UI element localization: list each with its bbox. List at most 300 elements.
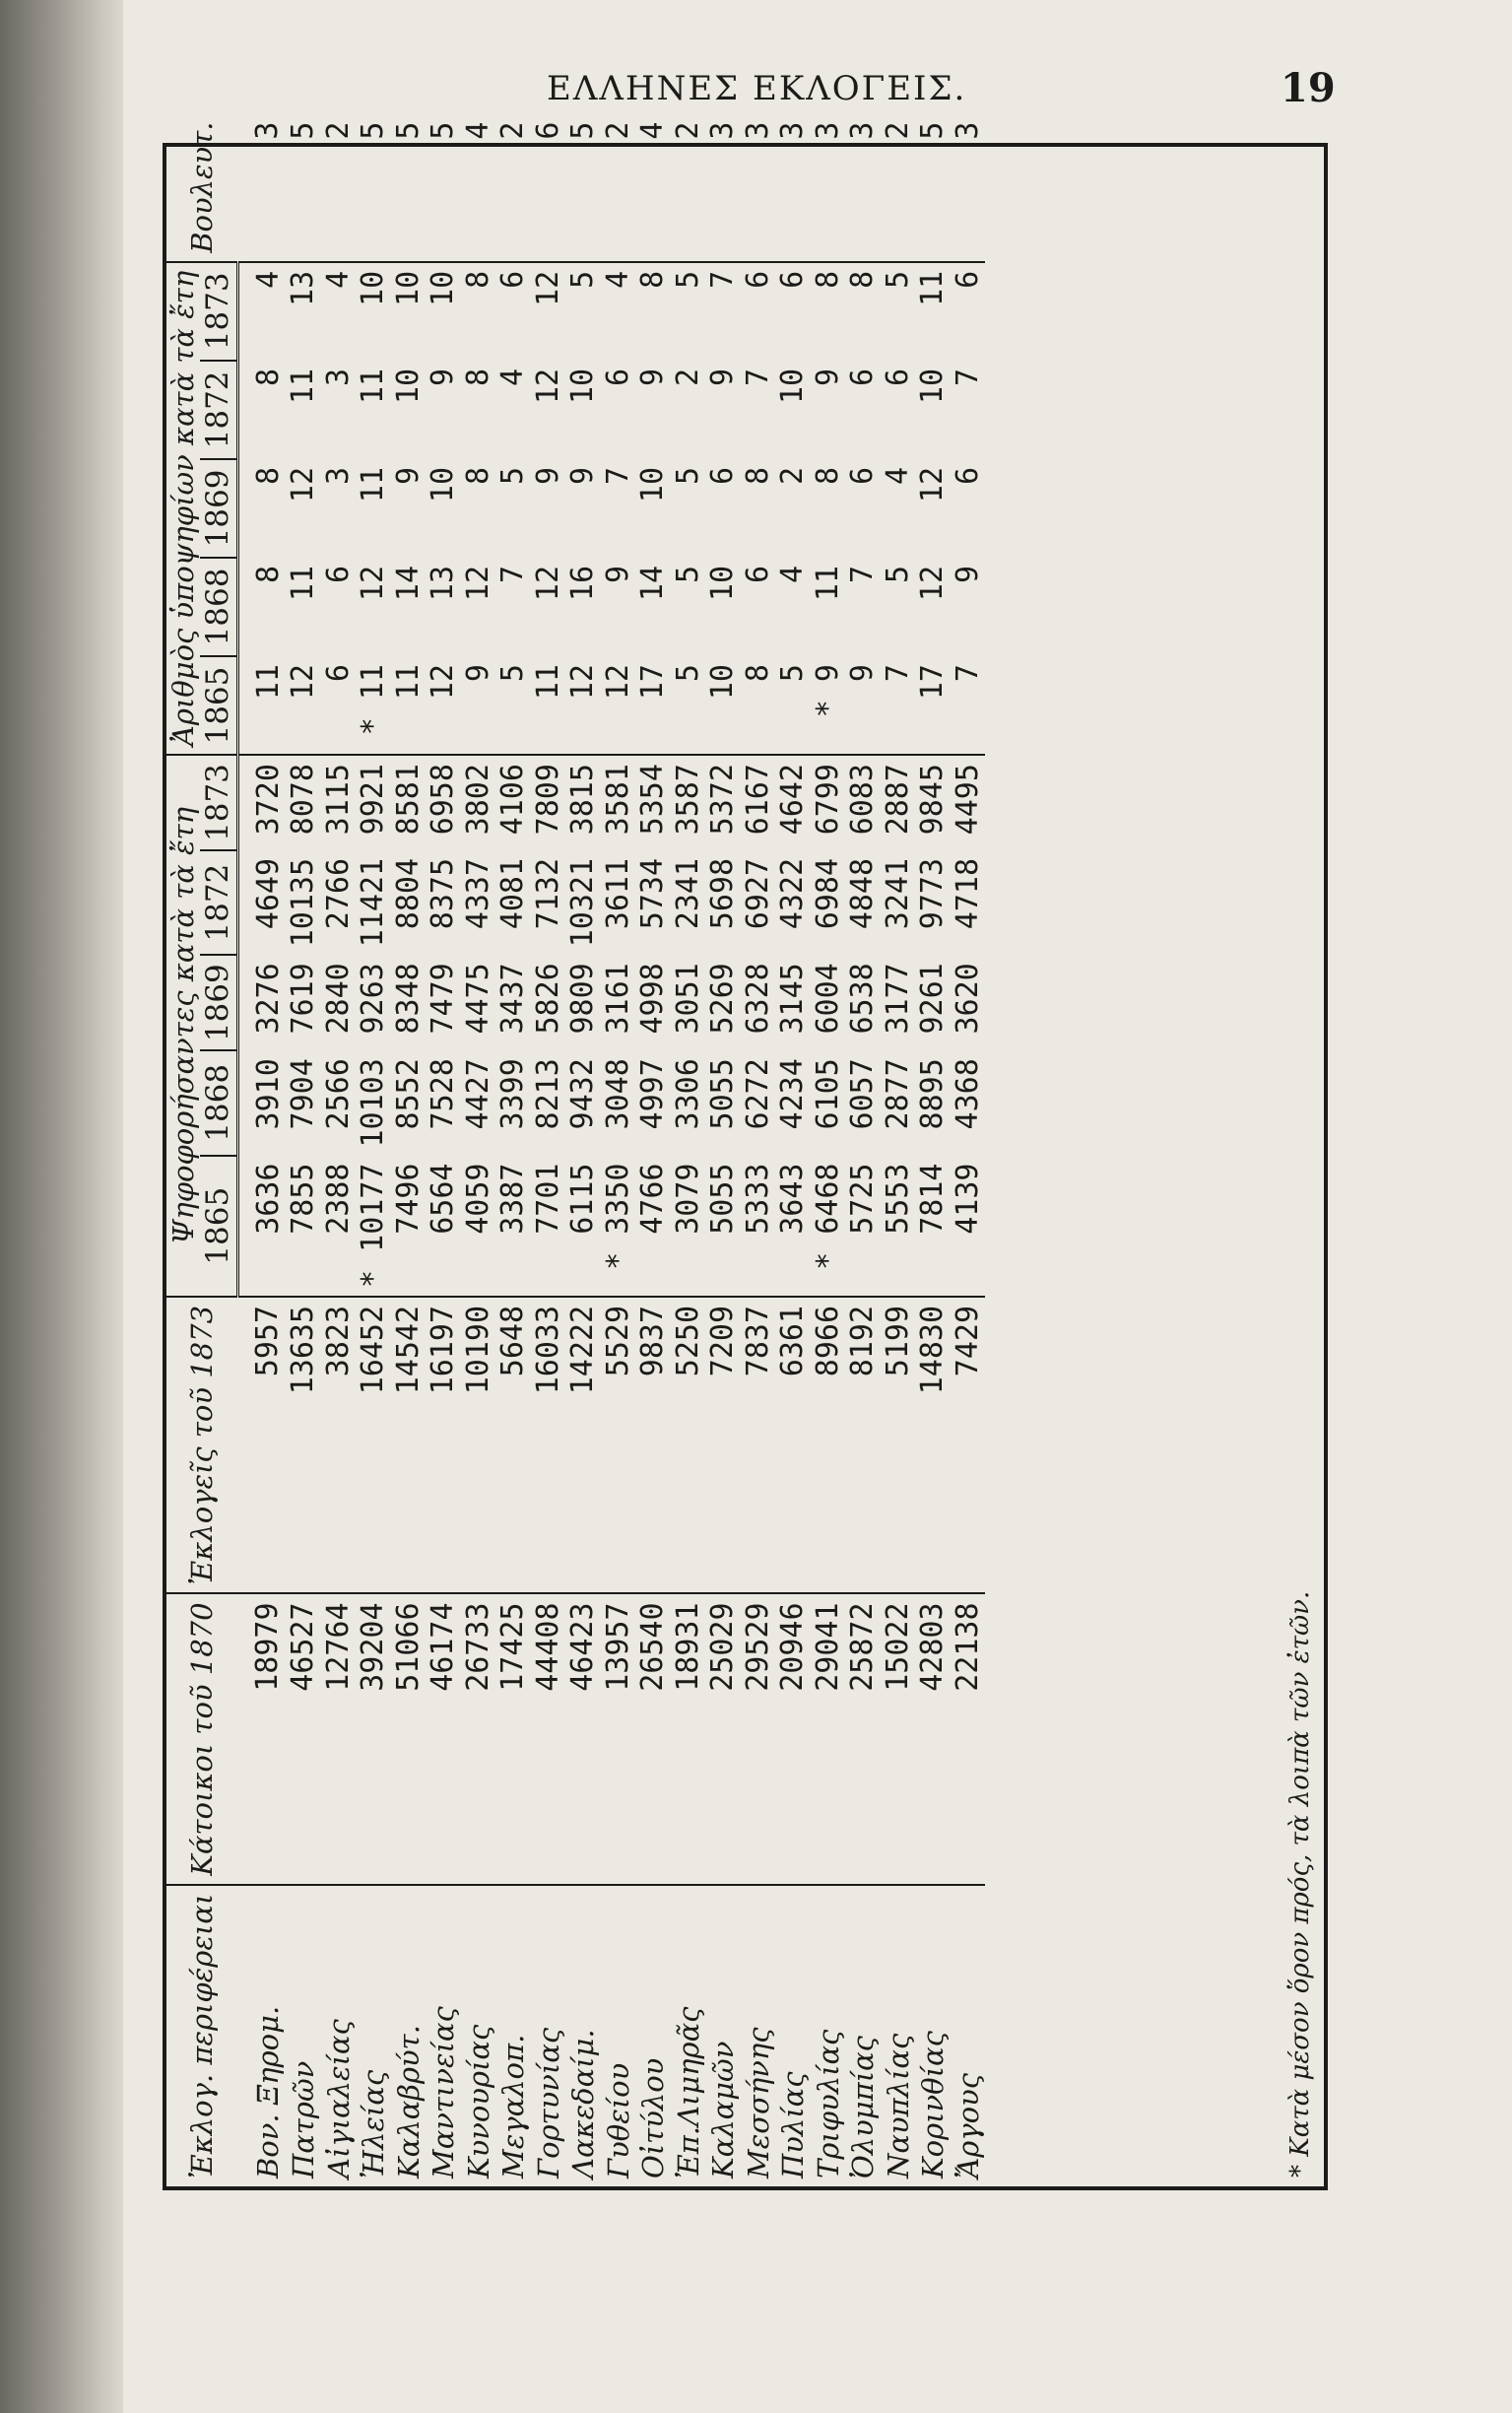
candidates-cell: 9 xyxy=(600,565,635,584)
voters-cell: 2887 xyxy=(881,755,916,850)
voters-cell: 3145 xyxy=(775,963,811,1035)
table-row xyxy=(705,114,741,2186)
district-name: Γυθείου xyxy=(601,1885,636,2186)
electors-cell: 14222 xyxy=(565,1297,601,1593)
voters-cell: 9773 xyxy=(915,857,951,930)
candidates-cell: 10 xyxy=(390,368,426,405)
candidates-cell: 8 xyxy=(250,466,286,485)
candidates-cell: 10 xyxy=(915,368,951,405)
candidates-cell: 11 xyxy=(390,664,426,701)
district-name: Ναυπλίας xyxy=(881,1885,916,2186)
candidates-cell: 8 xyxy=(250,565,286,584)
seats-cell: 2 xyxy=(320,121,356,140)
candidates-cell: 7 xyxy=(950,368,985,386)
voters-cell: 3051 xyxy=(670,963,705,1035)
voters-cell: 4848 xyxy=(845,857,881,930)
population-cell: 22138 xyxy=(951,1593,986,1884)
header-electors: Ἐκλογεῖς τοῦ 1873 xyxy=(166,1297,237,1593)
voters-cell: 8581 xyxy=(391,755,427,850)
seats-cell: 3 xyxy=(950,121,985,140)
district-name: Κορινθίας xyxy=(915,1885,951,2186)
candidates-cell: 10 xyxy=(391,262,427,361)
candidates-cell: 7 xyxy=(880,664,915,683)
voters-cell: 3177 xyxy=(880,963,915,1035)
year-voters-1873: 1873 xyxy=(200,755,237,850)
voters-cell: 5725 xyxy=(845,1163,881,1235)
voters-cell: 8348 xyxy=(390,963,426,1035)
voters-cell: 9921 xyxy=(356,755,391,850)
voters-cell: 9261 xyxy=(915,963,951,1035)
table-row xyxy=(461,114,496,2186)
voters-cell: 9432 xyxy=(565,1058,601,1130)
table-body xyxy=(237,114,985,2186)
voters-cell: 4642 xyxy=(775,755,811,850)
election-table-frame xyxy=(163,121,1328,2190)
electors-cell: 13635 xyxy=(286,1297,321,1593)
voters-cell: 3161 xyxy=(600,963,635,1035)
voters-cell: 3437 xyxy=(495,963,531,1035)
voters-cell: 3276 xyxy=(250,963,286,1035)
electors-cell: 14830 xyxy=(915,1297,951,1593)
candidates-cell: 6 xyxy=(951,262,986,361)
table-row xyxy=(915,114,951,2186)
population-cell: 26733 xyxy=(461,1593,496,1884)
voters-cell: 4495 xyxy=(951,755,986,850)
voters-cell: 6272 xyxy=(740,1058,775,1130)
candidates-cell: 12 xyxy=(286,466,321,503)
header-population: Κάτοικοι τοῦ 1870 xyxy=(166,1593,237,1884)
voters-cell: 8804 xyxy=(390,857,426,930)
voters-cell: 4059 xyxy=(460,1163,495,1235)
candidates-cell: 6 xyxy=(600,368,635,386)
seats-cell: 3 xyxy=(810,121,845,140)
candidates-cell: 12 xyxy=(460,565,495,602)
candidates-cell: 4 xyxy=(601,262,636,361)
candidates-cell: 10 xyxy=(356,262,391,361)
year-voters-1872: 1872 xyxy=(200,850,237,955)
candidates-cell: 11 xyxy=(915,262,951,361)
candidates-cell: 12 xyxy=(286,664,321,701)
voters-cell: 7809 xyxy=(531,755,566,850)
candidates-cell: 6 xyxy=(495,262,531,361)
candidates-cell: 9 xyxy=(565,466,601,485)
candidates-cell: 8 xyxy=(250,368,286,386)
district-name: Τριφυλίας xyxy=(811,1885,846,2186)
candidates-cell: 3 xyxy=(320,368,356,386)
electors-cell: 5199 xyxy=(881,1297,916,1593)
candidates-cell: 4 xyxy=(495,368,531,386)
candidates-cell: 9 xyxy=(845,664,881,683)
table-row xyxy=(356,114,391,2186)
candidates-cell: 11 xyxy=(286,565,321,602)
voters-cell: 6538 xyxy=(845,963,881,1035)
candidates-cell: * 11 xyxy=(356,664,391,736)
voters-cell: 5372 xyxy=(705,755,741,850)
year-ballots-1869: 1869 xyxy=(200,459,237,558)
voters-cell: 8375 xyxy=(426,857,461,930)
district-name: Κυνουρίας xyxy=(461,1885,496,2186)
voters-cell: 8213 xyxy=(530,1058,565,1130)
candidates-cell: 6 xyxy=(320,664,356,683)
year-voters-1869: 1869 xyxy=(200,955,237,1050)
candidates-cell: 8 xyxy=(461,262,496,361)
year-ballots-1868: 1868 xyxy=(200,558,237,656)
voters-cell: 3048 xyxy=(600,1058,635,1130)
voters-cell: 2566 xyxy=(320,1058,356,1130)
candidates-cell: 12 xyxy=(530,368,565,405)
voters-cell: 5354 xyxy=(635,755,671,850)
running-title: ΕΛΛΗΝΕΣ ΕΚΛΟΓΕΙΣ. xyxy=(547,69,967,108)
population-cell: 18931 xyxy=(671,1593,706,1884)
candidates-cell: 10 xyxy=(705,664,741,701)
candidates-cell: 16 xyxy=(565,565,601,602)
candidates-cell: 9 xyxy=(460,664,495,683)
candidates-cell: 6 xyxy=(845,466,881,485)
voters-cell: 4997 xyxy=(635,1058,671,1130)
candidates-cell: 7 xyxy=(950,664,985,683)
candidates-cell: 6 xyxy=(950,466,985,485)
electors-cell: 3823 xyxy=(321,1297,357,1593)
seats-cell: 2 xyxy=(600,121,635,140)
district-name: Μεσσήνης xyxy=(741,1885,776,2186)
header-district: Ἐκλογ. περιφέρειαι xyxy=(166,1885,237,2186)
year-voters-1868: 1868 xyxy=(200,1050,237,1155)
voters-cell: 6004 xyxy=(810,963,845,1035)
candidates-cell: 12 xyxy=(565,664,601,701)
voters-cell: 7855 xyxy=(286,1163,321,1235)
district-name: Καλαμῶν xyxy=(705,1885,741,2186)
voters-cell: 7701 xyxy=(530,1163,565,1235)
candidates-cell: 4 xyxy=(880,466,915,485)
candidates-cell: 6 xyxy=(845,368,881,386)
voters-cell: 7528 xyxy=(426,1058,461,1130)
population-cell: 46423 xyxy=(565,1593,601,1884)
voters-cell: 3241 xyxy=(880,857,915,930)
population-cell: 29529 xyxy=(741,1593,776,1884)
header-voters: Ψηφοφορήσαντες κατὰ τὰ ἔτη xyxy=(166,755,200,1297)
candidates-cell: 11 xyxy=(530,664,565,701)
book-spine-shadow xyxy=(0,0,123,2413)
candidates-cell: 5 xyxy=(671,262,706,361)
population-cell: 29041 xyxy=(811,1593,846,1884)
candidates-cell: 5 xyxy=(670,466,705,485)
voters-cell: 3643 xyxy=(775,1163,811,1235)
candidates-cell: 11 xyxy=(286,368,321,405)
candidates-cell: 12 xyxy=(426,664,461,701)
voters-cell: 4766 xyxy=(635,1163,671,1235)
year-ballots-1872: 1872 xyxy=(200,361,237,459)
electors-cell: 7837 xyxy=(741,1297,776,1593)
candidates-cell: 10 xyxy=(426,262,461,361)
voters-cell: 5553 xyxy=(880,1163,915,1235)
seats-cell: 4 xyxy=(460,121,495,140)
candidates-cell: 8 xyxy=(810,466,845,485)
page-number: 19 xyxy=(1281,65,1336,111)
candidates-cell: 6 xyxy=(320,565,356,584)
candidates-cell: 8 xyxy=(460,466,495,485)
electors-cell: 8966 xyxy=(811,1297,846,1593)
population-cell: 26540 xyxy=(635,1593,671,1884)
population-cell: 12764 xyxy=(321,1593,357,1884)
candidates-cell: 5 xyxy=(670,565,705,584)
district-name: Πατρῶν xyxy=(286,1885,321,2186)
footnote-text: * Κατὰ μέσον ὅρον πρός, τὰ λοιπὰ τῶν ἐτῶν. xyxy=(1285,1590,1315,2178)
year-ballots-1873: 1873 xyxy=(200,262,237,361)
voters-cell: 6958 xyxy=(426,755,461,850)
candidates-cell: 4 xyxy=(321,262,357,361)
voters-cell: 3720 xyxy=(237,755,286,850)
candidates-cell: 2 xyxy=(670,368,705,386)
district-name: Μαντινείας xyxy=(426,1885,461,2186)
electors-cell: 7209 xyxy=(705,1297,741,1593)
population-cell: 39204 xyxy=(356,1593,391,1884)
electors-cell: 16197 xyxy=(426,1297,461,1593)
candidates-cell: 4 xyxy=(775,565,811,584)
candidates-cell: 7 xyxy=(845,565,881,584)
candidates-cell: 12 xyxy=(531,262,566,361)
candidates-cell: 11 xyxy=(356,368,391,405)
voters-cell: 6984 xyxy=(810,857,845,930)
candidates-cell: 6 xyxy=(775,262,811,361)
voters-cell: 5269 xyxy=(705,963,741,1035)
population-cell: 51066 xyxy=(391,1593,427,1884)
candidates-cell: 13 xyxy=(286,262,321,361)
electors-cell: 10190 xyxy=(461,1297,496,1593)
population-cell: 18979 xyxy=(237,1593,286,1884)
table-row xyxy=(601,114,636,2186)
seats-cell: 5 xyxy=(390,121,426,140)
table-row xyxy=(321,114,357,2186)
seats-cell: 3 xyxy=(705,121,741,140)
table-row xyxy=(775,114,811,2186)
voters-cell: 4649 xyxy=(250,857,286,930)
electors-cell: 9837 xyxy=(635,1297,671,1593)
candidates-cell: 17 xyxy=(635,664,671,701)
district-name: Βον. Ξηρομ. xyxy=(237,1885,286,2186)
candidates-cell: 5 xyxy=(880,565,915,584)
district-name: Καλαβρύτ. xyxy=(391,1885,427,2186)
voters-cell: 3306 xyxy=(670,1058,705,1130)
voters-cell: 6564 xyxy=(426,1163,461,1235)
seats-cell: 3 xyxy=(845,121,881,140)
electors-cell: 14542 xyxy=(391,1297,427,1593)
seats-cell: 5 xyxy=(915,121,951,140)
voters-cell: 4139 xyxy=(950,1163,985,1235)
voters-cell: 4322 xyxy=(775,857,811,930)
district-name: Γορτυνίας xyxy=(531,1885,566,2186)
candidates-cell: 5 xyxy=(565,262,601,361)
seats-cell: 3 xyxy=(775,121,811,140)
voters-cell: 4368 xyxy=(950,1058,985,1130)
voters-cell: 5734 xyxy=(635,857,671,930)
candidates-cell: 13 xyxy=(426,565,461,602)
electors-cell: 6361 xyxy=(775,1297,811,1593)
table-row xyxy=(426,114,461,2186)
voters-cell: 10321 xyxy=(565,857,601,948)
candidates-cell: 9 xyxy=(530,466,565,485)
election-table xyxy=(166,114,985,2186)
candidates-cell: 8 xyxy=(845,262,881,361)
table-row xyxy=(565,114,601,2186)
voters-cell: 10135 xyxy=(286,857,321,948)
voters-cell: 6167 xyxy=(741,755,776,850)
seats-cell: 6 xyxy=(530,121,565,140)
header-seats: Βουλευτ. xyxy=(185,121,220,253)
candidates-cell: 5 xyxy=(881,262,916,361)
seats-cell: 3 xyxy=(250,121,286,140)
candidates-cell: 9 xyxy=(426,368,461,386)
candidates-cell: 6 xyxy=(740,565,775,584)
population-cell: 25029 xyxy=(705,1593,741,1884)
seats-cell: 5 xyxy=(286,121,321,140)
voters-cell: 9845 xyxy=(915,755,951,850)
table-row xyxy=(845,114,881,2186)
table-row xyxy=(391,114,427,2186)
voters-cell: 6115 xyxy=(565,1163,601,1235)
seats-cell: 2 xyxy=(880,121,915,140)
district-name: Οἰτύλου xyxy=(635,1885,671,2186)
voters-cell: 2341 xyxy=(670,857,705,930)
population-cell: 20946 xyxy=(775,1593,811,1884)
voters-cell: 3815 xyxy=(565,755,601,850)
district-name: Μεγαλοπ. xyxy=(495,1885,531,2186)
voters-cell: 7814 xyxy=(915,1163,951,1235)
district-name: Ἐπ.Λιμηρᾶς xyxy=(671,1885,706,2186)
voters-cell: 4427 xyxy=(460,1058,495,1130)
voters-cell: 8895 xyxy=(915,1058,951,1130)
candidates-cell: 8 xyxy=(811,262,846,361)
voters-cell: 5055 xyxy=(705,1058,741,1130)
voters-cell: 3611 xyxy=(600,857,635,930)
candidates-cell: 9 xyxy=(635,368,671,386)
voters-cell: 8078 xyxy=(286,755,321,850)
voters-cell: 4234 xyxy=(775,1058,811,1130)
voters-cell: 6799 xyxy=(811,755,846,850)
voters-cell: 6057 xyxy=(845,1058,881,1130)
table-row xyxy=(495,114,531,2186)
district-name: Λακεδαίμ. xyxy=(565,1885,601,2186)
voters-cell: 6105 xyxy=(810,1058,845,1130)
voters-cell: 2766 xyxy=(320,857,356,930)
voters-cell: 7496 xyxy=(390,1163,426,1235)
candidates-cell: 14 xyxy=(390,565,426,602)
seats-cell: 2 xyxy=(495,121,531,140)
voters-cell: * 10177 xyxy=(356,1163,391,1288)
voters-cell: 2388 xyxy=(320,1163,356,1235)
voters-cell: 3620 xyxy=(950,963,985,1035)
voters-cell: 3115 xyxy=(321,755,357,850)
voters-cell: 7479 xyxy=(426,963,461,1035)
candidates-cell: 9 xyxy=(950,565,985,584)
candidates-cell: 7 xyxy=(600,466,635,485)
voters-cell: 2840 xyxy=(320,963,356,1035)
electors-cell: 16033 xyxy=(531,1297,566,1593)
voters-cell: 3581 xyxy=(601,755,636,850)
electors-cell: 5648 xyxy=(495,1297,531,1593)
candidates-cell: 12 xyxy=(530,565,565,602)
population-cell: 44408 xyxy=(531,1593,566,1884)
table-row xyxy=(881,114,916,2186)
voters-cell: 6328 xyxy=(740,963,775,1035)
candidates-cell: 5 xyxy=(775,664,811,683)
population-cell: 15022 xyxy=(881,1593,916,1884)
candidates-cell: 10 xyxy=(565,368,601,405)
electors-cell: 16452 xyxy=(356,1297,391,1593)
candidates-cell: 10 xyxy=(775,368,811,405)
voters-cell: 3079 xyxy=(670,1163,705,1235)
table-row xyxy=(951,114,986,2186)
table-row xyxy=(286,114,321,2186)
electors-cell: 5529 xyxy=(601,1297,636,1593)
voters-cell: 3636 xyxy=(250,1163,286,1235)
candidates-cell: 6 xyxy=(705,466,741,485)
candidates-cell: 7 xyxy=(740,368,775,386)
voters-cell: 6083 xyxy=(845,755,881,850)
voters-cell: 5333 xyxy=(740,1163,775,1235)
voters-cell: 3910 xyxy=(250,1058,286,1130)
voters-cell: 8552 xyxy=(390,1058,426,1130)
candidates-cell: 3 xyxy=(320,466,356,485)
electors-cell: 8192 xyxy=(845,1297,881,1593)
year-voters-1865: 1865 xyxy=(200,1156,237,1297)
candidates-cell: 7 xyxy=(495,565,531,584)
population-cell: 17425 xyxy=(495,1593,531,1884)
candidates-cell: 4 xyxy=(237,262,286,361)
candidates-cell: 12 xyxy=(600,664,635,701)
voters-cell: 4106 xyxy=(495,755,531,850)
candidates-cell: 2 xyxy=(775,466,811,485)
population-cell: 13957 xyxy=(601,1593,636,1884)
candidates-cell: 8 xyxy=(635,262,671,361)
voters-cell: 3802 xyxy=(461,755,496,850)
voters-cell: 3399 xyxy=(495,1058,531,1130)
district-name: Πυλίας xyxy=(775,1885,811,2186)
seats-cell: 4 xyxy=(635,121,671,140)
table-row xyxy=(671,114,706,2186)
seats-cell: 3 xyxy=(740,121,775,140)
candidates-cell: 6 xyxy=(741,262,776,361)
voters-cell: 2877 xyxy=(880,1058,915,1130)
candidates-cell: 12 xyxy=(915,466,951,503)
year-ballots-1865: 1865 xyxy=(200,656,237,755)
candidates-cell: 7 xyxy=(705,262,741,361)
seats-cell: 2 xyxy=(670,121,705,140)
header-ballots: Ἀριθμὸς ὑποψηφίων κατὰ τὰ ἔτη xyxy=(166,262,200,755)
electors-cell: 5957 xyxy=(237,1297,286,1593)
candidates-cell: 5 xyxy=(495,664,531,683)
candidates-cell: 9 xyxy=(810,368,845,386)
district-name: Ὀλυμπίας xyxy=(845,1885,881,2186)
electors-cell: 7429 xyxy=(951,1297,986,1593)
voters-cell: 5826 xyxy=(530,963,565,1035)
candidates-cell: 9 xyxy=(390,466,426,485)
candidates-cell: 9 xyxy=(705,368,741,386)
candidates-cell: 17 xyxy=(915,664,951,701)
candidates-cell: 11 xyxy=(356,466,391,503)
voters-cell: 7619 xyxy=(286,963,321,1035)
district-name: Ἠλείας xyxy=(356,1885,391,2186)
table-row xyxy=(531,114,566,2186)
table-row xyxy=(237,114,286,2186)
voters-cell: 4337 xyxy=(460,857,495,930)
population-cell: 46527 xyxy=(286,1593,321,1884)
footnote xyxy=(1285,1590,1325,2178)
candidates-cell: 5 xyxy=(495,466,531,485)
population-cell: 25872 xyxy=(845,1593,881,1884)
voters-cell: 3587 xyxy=(671,755,706,850)
seats-cell: 5 xyxy=(356,121,391,140)
voters-cell: 4081 xyxy=(495,857,531,930)
